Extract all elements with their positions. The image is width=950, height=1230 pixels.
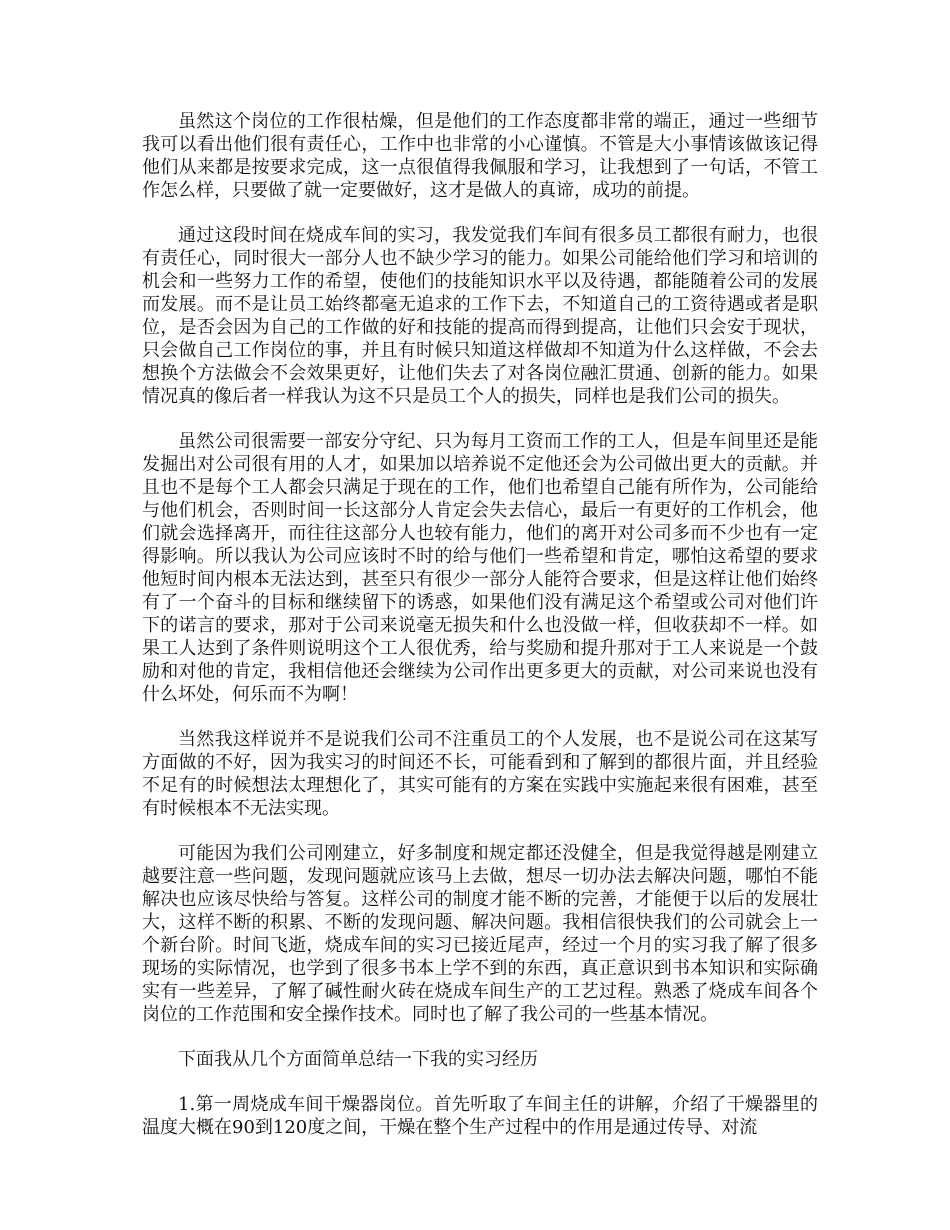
paragraph-1: 虽然这个岗位的工作很枯燥，但是他们的工作态度都非常的端正，通过一些细节我可以看出他们很有责任心，工作中也非常的小心谨慎。不管是大小事情该做该记得他们从来都是按要求完成，这一点很值得我佩服和学习，让我想到了一句话，不管工作怎么样，只要做了就一定要做好，这才是做人的真谛，成功的前提。 <box>142 111 818 201</box>
paragraph-3: 虽然公司很需要一部安分守纪、只为每月工资而工作的工人，但是车间里还是能发掘出对公司很有用的人才，如果加以培养说不定他还会为公司做出更大的贡献。并且也不是每个工人都会只满足于现在的工作，他们也希望自己能有所作为，公司能给与他们机会，否则时间一长这部分人肯定会失去信心，最后一有更好的工作机会，他们就会选择离开，而往往这部分人也较有能力，他们的离开对公司多而不少也有一定得影响。所以我认为公司应该时不时的给与他们一些希望和肯定，哪怕这希望的要求他短时间内根本无法达到，甚至只有很少一部分人能符合要求，但是这样让他们始终有了一个奋斗的目标和继续留下的诱惑，如果他们没有满足这个希望或公司对他们许下的诺言的要求，那对于公司来说毫无损失和什么也没做一样，但收获却不一样。如果工人达到了条件则说明这个工人很优秀，给与奖励和提升那对于工人来说是一个鼓励和对他的肯定，我相信他还会继续为公司作出更多更大的贡献，对公司来说也没有什么坏处，何乐而不为啊！ <box>142 431 818 705</box>
paragraph-5: 可能因为我们公司刚建立，好多制度和规定都还没健全，但是我觉得越是刚建立越要注意一些问题，发现问题就应该马上去做，想尽一切办法去解决问题，哪怕不能解决也应该尽快给与答复。这样公司的制度才能不断的完善，才能便于以后的发展壮大，这样不断的积累、不断的发现问题、解决问题。我相信很快我们的公司就会上一个新台阶。时间飞逝，烧成车间的实习已接近尾声，经过一个月的实习我了解了很多现场的实际情况，也学到了很多书本上学不到的东西，真正意识到书本知识和实际确实有一些差异，了解了碱性耐火砖在烧成车间生产的工艺过程。熟悉了烧成车间各个岗位的工作范围和安全操作技术。同时也了解了我公司的一些基本情况。 <box>142 843 818 1025</box>
paragraph-4: 当然我这样说并不是说我们公司不注重员工的个人发展，也不是说公司在这某写方面做的不好，因为我实习的时间还不长，可能看到和了解到的都很片面，并且经验不足有的时候想法太理想化了，其实可能有的方案在实践中实施起来很有困难，甚至有时候根本不无法实现。 <box>142 729 818 819</box>
paragraph-7: 1.第一周烧成车间干燥器岗位。首先听取了车间主任的讲解，介绍了干燥器里的温度大概在90到120度之间，干燥在整个生产过程中的作用是通过传导、对流 <box>142 1094 818 1138</box>
document-page <box>142 110 818 1161</box>
paragraph-2: 通过这段时间在烧成车间的实习，我发觉我们车间有很多员工都很有耐力，也很有责任心，同时很大一部分人也不缺少学习的能力。如果公司能给他们学习和培训的机会和一些努力工作的希望，使他们的技能知识水平以及待遇，都能随着公司的发展而发展。而不是让员工始终都毫无追求的工作下去，不知道自己的工资待遇或者是职位，是否会因为自己的工作做的好和技能的提高而得到提高，让他们只会安于现状，只会做自己工作岗位的事，并且有时候只知道这样做却不知道为什么这样做，不会去想换个方法做会不会效果更好，让他们失去了对各岗位融汇贯通、创新的能力。如果情况真的像后者一样我认为这不只是员工个人的损失，同样也是我们公司的损失。 <box>142 225 818 407</box>
paragraph-6: 下面我从几个方面简单总结一下我的实习经历 <box>178 1049 538 1070</box>
